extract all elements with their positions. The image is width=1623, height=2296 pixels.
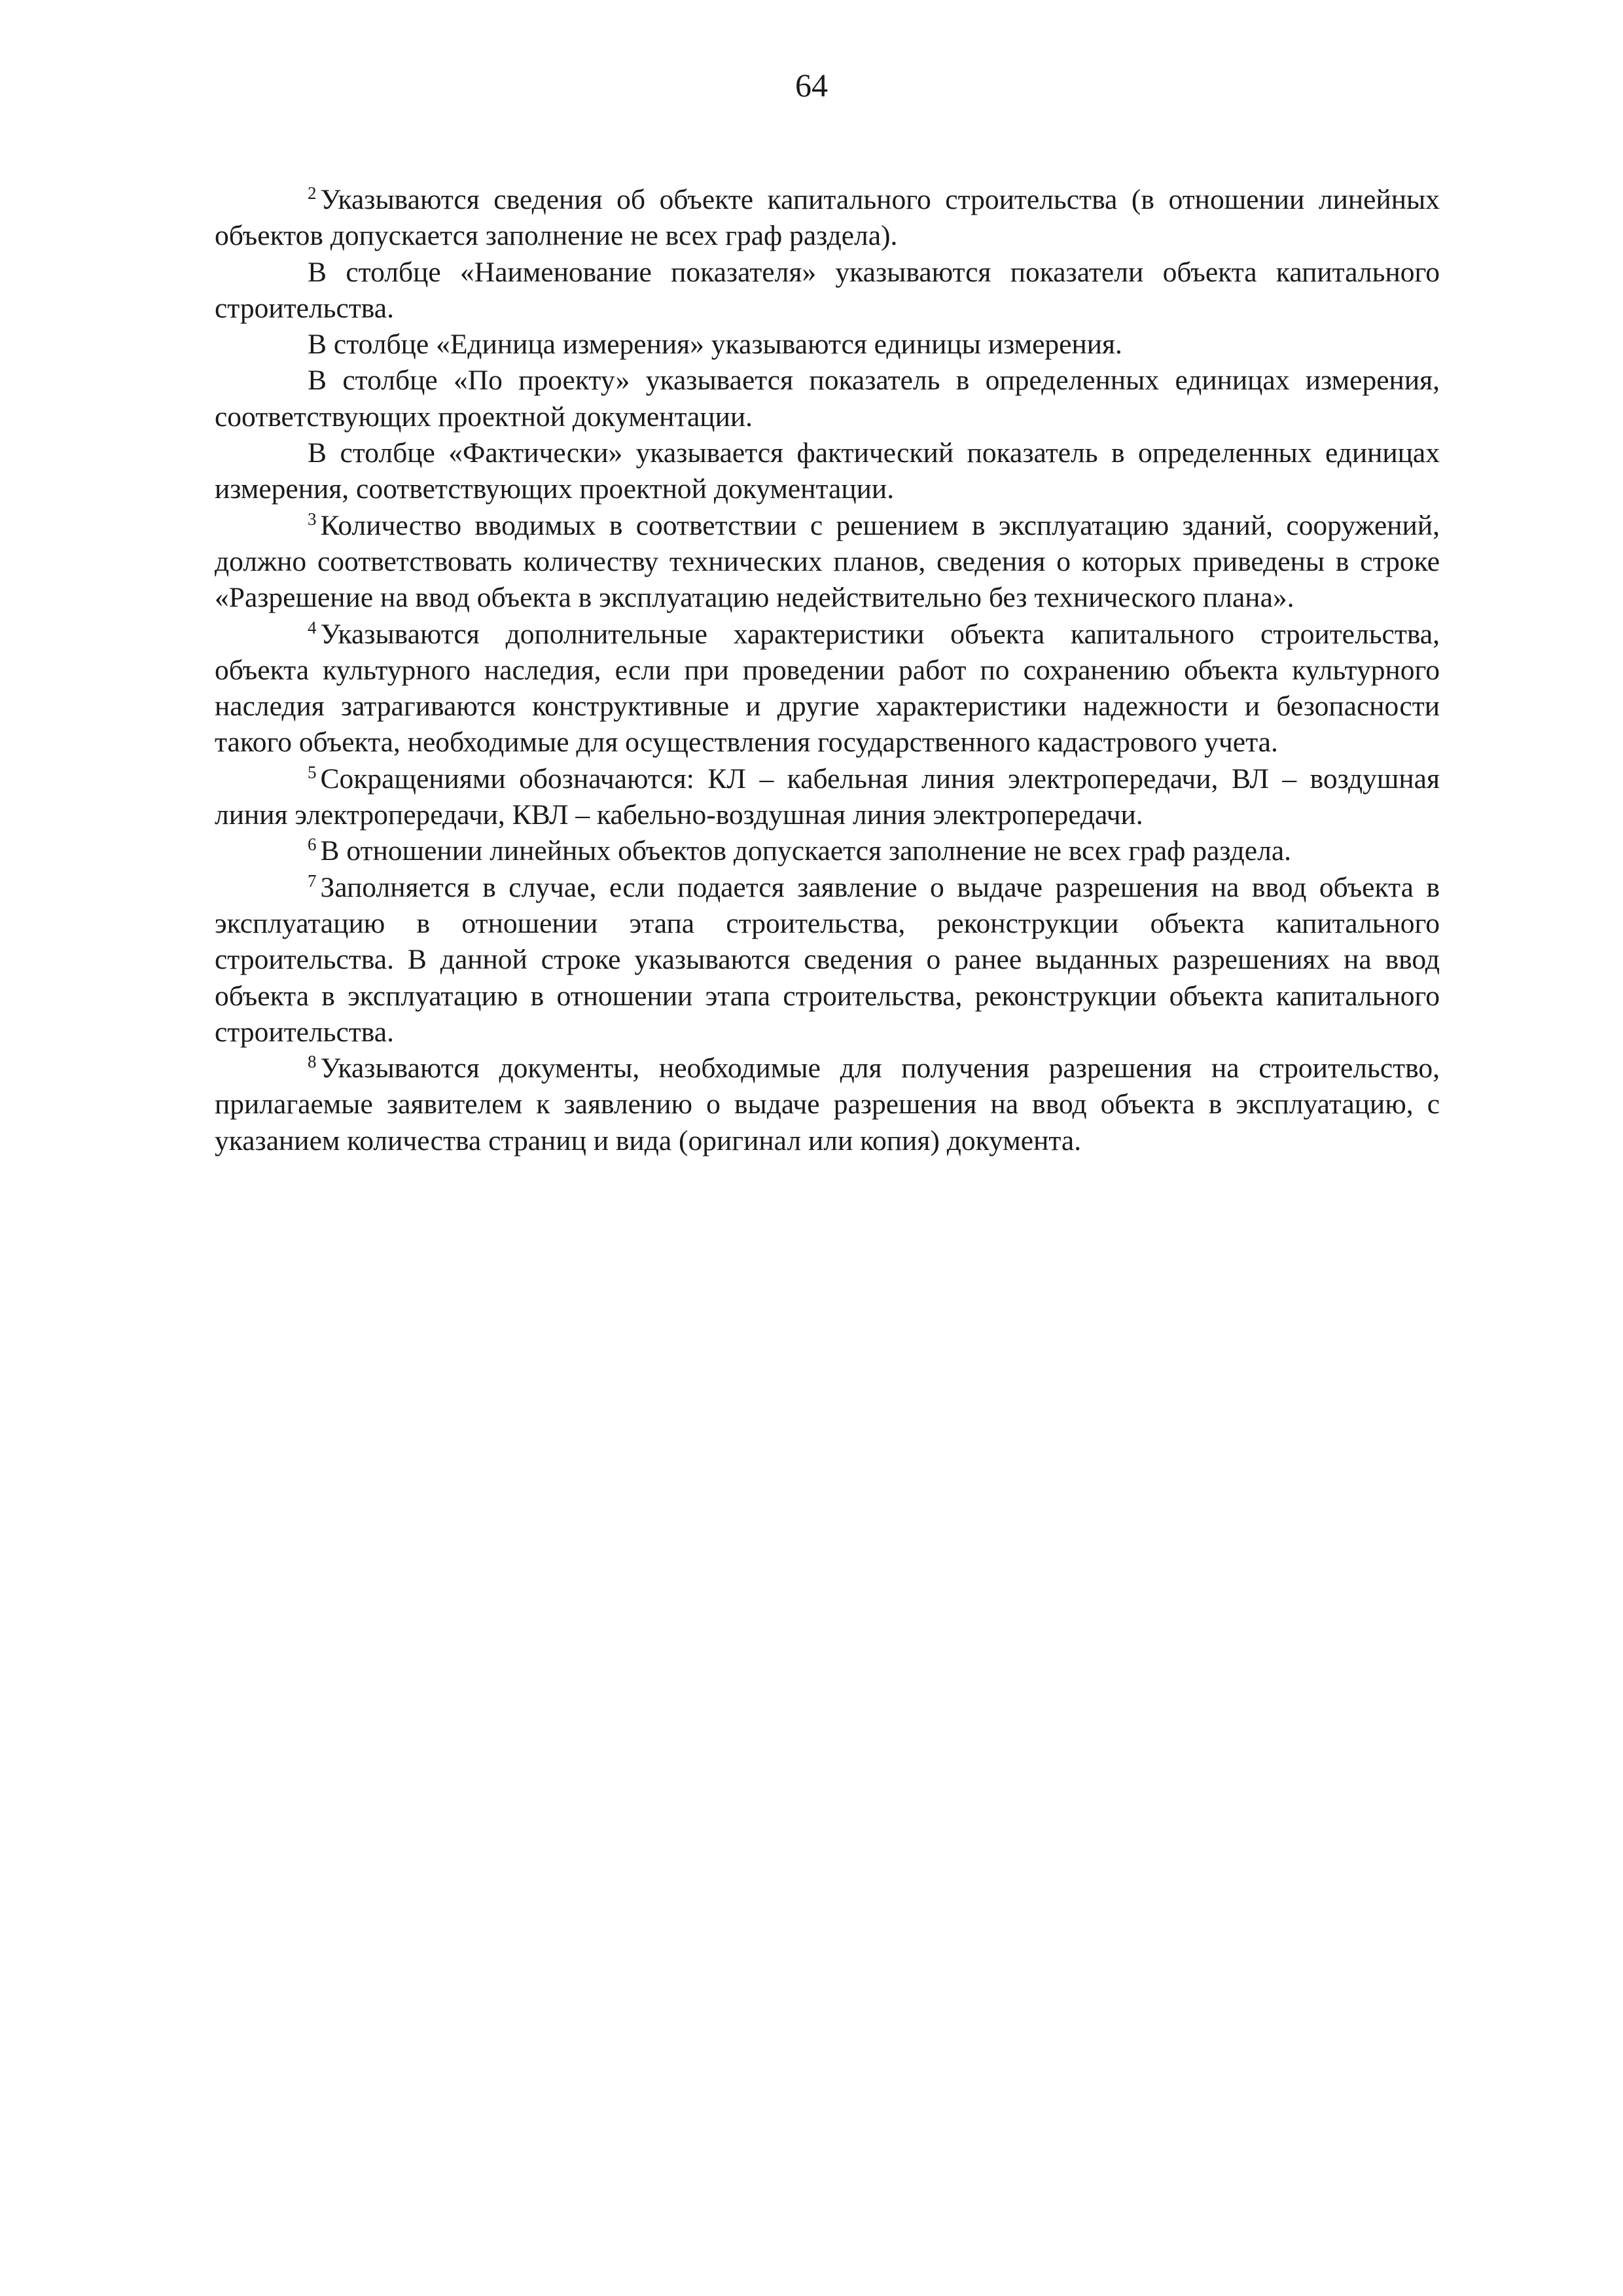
footnote-mark: 7 (308, 870, 317, 891)
footnote-mark: 3 (308, 509, 317, 529)
footnote-mark: 4 (308, 617, 317, 637)
footnote-text: В столбце «Единица измерения» указываются единицы измерения. (308, 329, 1122, 361)
footnote-text: Заполняется в случае, если подается заявление о выдаче разрешения на ввод объекта в эксплуатацию в отношении этапа строительства, реконструкции объекта капитального строительства. В данной строке указываются сведения о ранее выданных разрешениях на ввод объекта в эксплуатацию в отношении этапа строительства, реконструкции объекта капитального строительства. (215, 871, 1440, 1048)
column-note-unit (215, 327, 1440, 363)
footnote-mark: 8 (308, 1052, 317, 1072)
footnote-4 (215, 617, 1440, 761)
footnote-text: В столбце «По проекту» указывается показатель в определенных единицах измерения, соответствующих проектной документации. (215, 365, 1440, 433)
footnote-text: Указываются документы, необходимые для получения разрешения на строительство, прилагаемые заявителем к заявлению о выдаче разрешения на ввод объекта в эксплуатацию, с указанием количества страниц и вида (оригинал или копия) документа. (215, 1052, 1440, 1157)
footnote-text: В отношении линейных объектов допускается заполнение не всех граф раздела. (320, 835, 1292, 867)
footnote-text: Сокращениями обозначаются: КЛ – кабельная линия электропередачи, ВЛ – воздушная линия электропередачи, КВЛ – кабельно-воздушная линия электропередачи. (215, 762, 1440, 831)
footnote-text: Указываются дополнительные характеристики объекта капитального строительства, объекта культурного наследия, если при проведении работ по сохранению объекта культурного наследия затрагиваются конструктивные и другие характеристики надежности и безопасности такого объекта, необходимые для осуществления государственного кадастрового учета. (215, 618, 1440, 759)
footnote-8 (215, 1050, 1440, 1159)
footnote-6 (215, 833, 1440, 869)
footnotes-block (215, 182, 1440, 1159)
column-note-indicator-name (215, 255, 1440, 327)
footnote-text: Количество вводимых в соответствии с решением в эксплуатацию зданий, сооружений, должно соответствовать количеству технических планов, сведения о которых приведены в строке «Разрешение на ввод объекта в эксплуатацию недействительно без технического плана». (215, 509, 1440, 614)
footnote-3 (215, 508, 1440, 617)
footnote-text: В столбце «Фактически» указывается фактический показатель в определенных единицах измерения, соответствующих проектной документации. (215, 437, 1440, 505)
footnote-7 (215, 870, 1440, 1050)
column-note-by-project (215, 363, 1440, 435)
footnote-5 (215, 761, 1440, 834)
footnote-mark: 6 (308, 834, 317, 855)
page-number: 64 (795, 67, 828, 103)
footnote-text: В столбце «Наименование показателя» указываются показатели объекта капитального строительства. (215, 256, 1440, 324)
column-note-actual (215, 435, 1440, 508)
footnote-mark: 2 (308, 183, 317, 203)
footnote-mark: 5 (308, 762, 317, 782)
footnote-2 (215, 182, 1440, 255)
footnote-text: Указываются сведения об объекте капитального строительства (в отношении линейных объектов допускается заполнение не всех граф раздела). (215, 184, 1440, 252)
